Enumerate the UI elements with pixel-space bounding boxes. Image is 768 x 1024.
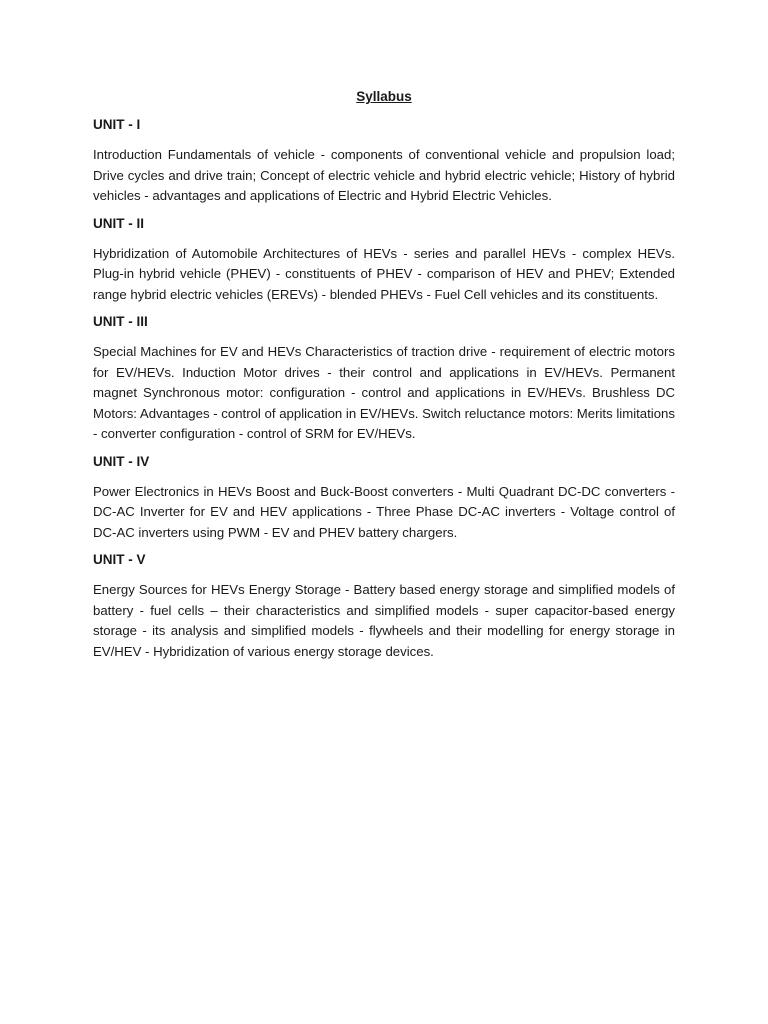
unit-section-5 bbox=[93, 551, 675, 662]
unit-heading: UNIT - III bbox=[93, 314, 148, 329]
unit-heading: UNIT - V bbox=[93, 552, 146, 567]
unit-description: Power Electronics in HEVs Boost and Buck-Boost converters - Multi Quadrant DC-DC converters - DC-AC Inverter for EV and HEV applications - Three Phase DC-AC inverters - Voltage control of DC-AC inverters using PWM - EV and PHEV battery chargers. bbox=[93, 483, 675, 540]
unit-description: Energy Sources for HEVs Energy Storage - Battery based energy storage and simplified models of battery - fuel cells – their characteristics and simplified models - super capacitor-based energy storage - its analysis and simplified models - flywheels and their modelling for energy storage in EV/HEV - Hybridization of various energy storage devices. bbox=[93, 582, 675, 659]
unit-heading: UNIT - I bbox=[93, 117, 141, 132]
unit-heading: UNIT - IV bbox=[93, 453, 150, 469]
unit-section-1 bbox=[93, 116, 675, 207]
unit-heading: UNIT - II bbox=[93, 215, 144, 231]
unit-description: Special Machines for EV and HEVs Characteristics of traction drive - requirement of electric motors for EV/HEVs. Induction Motor drives - their control and applications in EV/HEVs. Permanent magnet Synchronous motor: configuration - control and applications in EV/HEVs. Brushless DC Motors: Advantages - control of application in EV/HEVs. Switch reluctance motors: Merits limitations - converter configuration - control of SRM for EV/HEVs. bbox=[93, 344, 675, 441]
page-title: Syllabus bbox=[356, 89, 412, 104]
unit-section-4 bbox=[93, 453, 675, 544]
unit-description: Hybridization of Automobile Architectures of HEVs - series and parallel HEVs - complex HEVs. Plug-in hybrid vehicle (PHEV) - constituents of PHEV - comparison of HEV and PHEV; Extended range hybrid electric vehicles (EREVs) - blended PHEVs - Fuel Cell vehicles and its constituents. bbox=[93, 245, 675, 302]
unit-description: Introduction Fundamentals of vehicle - components of conventional vehicle and propulsion load; Drive cycles and drive train; Concept of electric vehicle and hybrid electric vehicle; History of hybrid vehicles - advantages and applications of Electric and Hybrid Electric Vehicles. bbox=[93, 147, 675, 203]
syllabus-page bbox=[93, 88, 675, 670]
unit-section-2 bbox=[93, 215, 675, 306]
unit-section-3 bbox=[93, 313, 675, 445]
